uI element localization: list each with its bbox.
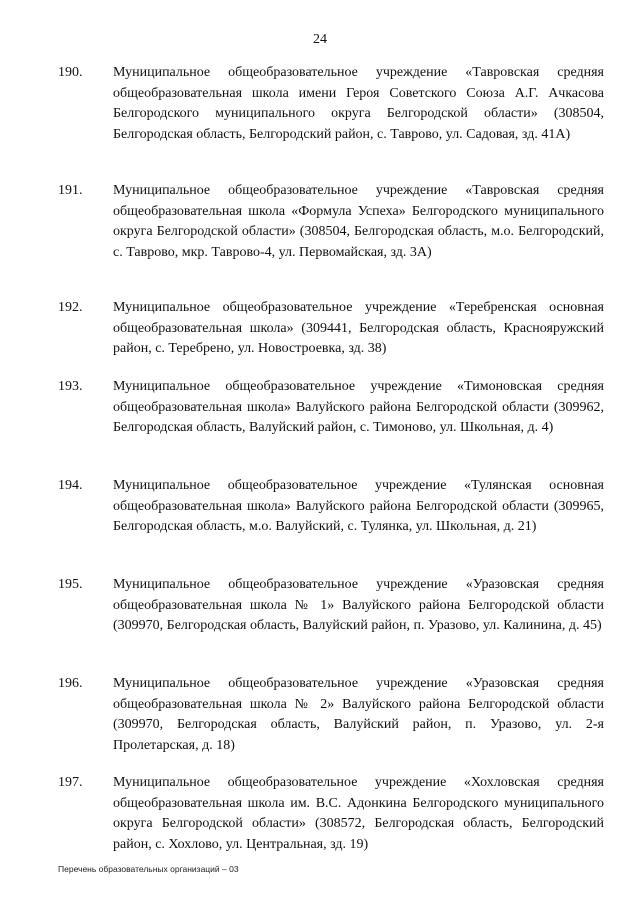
item-text: Муниципальное общеобразовательное учреждение «Тавровская средняя общеобразовательная школа «Формула Успеха» Белгородского муниципального округа Белгородской области» (308504, Белгородская область, м.о. Белгородский, с. Таврово, мкр. Таврово-4, ул. Первомайская, зд. 3А) bbox=[113, 183, 604, 260]
page-footer: Перечень образовательных организаций – 03 bbox=[58, 864, 239, 874]
item-number: 196. bbox=[58, 676, 83, 691]
item-text: Муниципальное общеобразовательное учреждение «Хохловская средняя общеобразовательная школа им. В.С. Адонкина Белгородского муниципального округа Белгородской области» (308572, Белгородская область, Белгородский район, с. Хохлово, ул. Центральная, зд. 19) bbox=[113, 775, 604, 852]
item-number: 192. bbox=[58, 300, 83, 315]
item-number: 191. bbox=[58, 183, 83, 198]
item-number: 194. bbox=[58, 478, 83, 493]
item-text: Муниципальное общеобразовательное учреждение «Тавровская средняя общеобразовательная школа имени Героя Советского Союза А.Г. Ачкасова Белгородского муниципального округа Белгородской области» (308504, Белгородская область, Белгородский район, с. Таврово, ул. Садовая, зд. 41А) bbox=[113, 65, 604, 142]
item-number: 193. bbox=[58, 379, 83, 394]
item-text: Муниципальное общеобразовательное учреждение «Уразовская средняя общеобразовательная школа № 2» Валуйского района Белгородской области (309970, Белгородская область, Валуйский район, п. Уразово, ул. 2-я Пролетарская, д. 18) bbox=[113, 676, 604, 753]
item-number: 195. bbox=[58, 577, 83, 592]
item-text: Муниципальное общеобразовательное учреждение «Тимоновская средняя общеобразовательная школа» Валуйского района Белгородской области (309962, Белгородская область, Валуйский район, с. Тимоново, ул. Школьная, д. 4) bbox=[113, 379, 604, 435]
item-text: Муниципальное общеобразовательное учреждение «Уразовская средняя общеобразовательная школа № 1» Валуйского района Белгородской области (309970, Белгородская область, Валуйский район, п. Уразово, ул. Калинина, д. 45) bbox=[113, 577, 604, 633]
item-text: Муниципальное общеобразовательное учреждение «Тулянская основная общеобразовательная школа» Валуйского района Белгородской области (309965, Белгородская область, м.о. Валуйский, с. Тулянка, ул. Школьная, д. 21) bbox=[113, 478, 604, 534]
item-text: Муниципальное общеобразовательное учреждение «Теребренская основная общеобразовательная школа» (309441, Белгородская область, Краснояружский район, с. Теребрено, ул. Новостроевка, зд. 38) bbox=[113, 300, 604, 356]
item-number: 190. bbox=[58, 65, 83, 80]
item-number: 197. bbox=[58, 775, 83, 790]
page-number: 24 bbox=[313, 32, 327, 47]
